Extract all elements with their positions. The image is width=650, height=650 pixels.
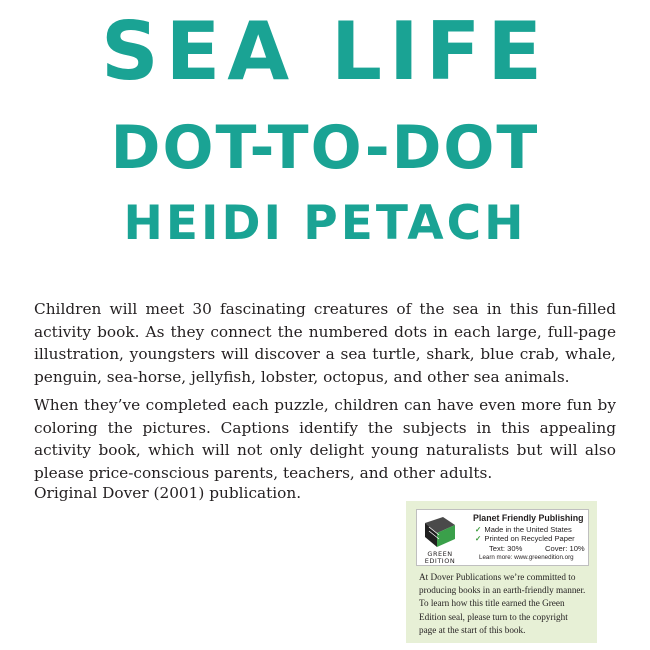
- author-name: HEIDI PETACH: [123, 196, 527, 251]
- green-edition-label: GREEN EDITION: [424, 550, 456, 565]
- text-recycled-stat: Text: 30%: [489, 544, 523, 553]
- cover-recycled-stat: Cover: 10%: [545, 544, 585, 553]
- seal-check-item: [475, 525, 572, 534]
- check-icon: ✓: [475, 525, 482, 534]
- check-icon: ✓: [475, 534, 482, 543]
- description-paragraph-2: When they’ve completed each puzzle, children can have even more fun by coloring the pictures. Captions identify the subjects in this appealing activity book, which will not only delight young naturalists but will also please price-conscious parents, teachers, and other adults.: [34, 396, 616, 482]
- description-paragraph-1: Children will meet 30 fascinating creatures of the sea in this fun-filled activity book. As they connect the numbered dots in each large, full-page illustration, youngsters will discover a sea turtle, shark, blue crab, whale, penguin, sea-horse, jellyfish, lobster, octopus, and other sea animals.: [34, 300, 616, 386]
- seal-heading: Planet Friendly Publishing: [473, 513, 584, 523]
- publication-note: Original Dover (2001) publication.: [34, 484, 302, 502]
- learn-more-link: Learn more: www.greenedition.org: [479, 554, 574, 561]
- title-line-1: SEA LIFE: [100, 5, 550, 98]
- seal-check-label: Made in the United States: [484, 525, 572, 534]
- seal-check-label: Printed on Recycled Paper: [484, 534, 575, 543]
- seal-statement: At Dover Publications we’re committed to producing books in an earth-friendly manner. To learn how this title earned the Green Edition seal, please turn to the copyright page at the start of this book.: [419, 572, 586, 635]
- seal-check-item: [475, 534, 575, 543]
- title-line-2: DOT-TO-DOT: [110, 113, 540, 183]
- book-icon: [421, 513, 459, 551]
- green-edition-seal: [406, 501, 597, 643]
- seal-badge: [416, 509, 589, 566]
